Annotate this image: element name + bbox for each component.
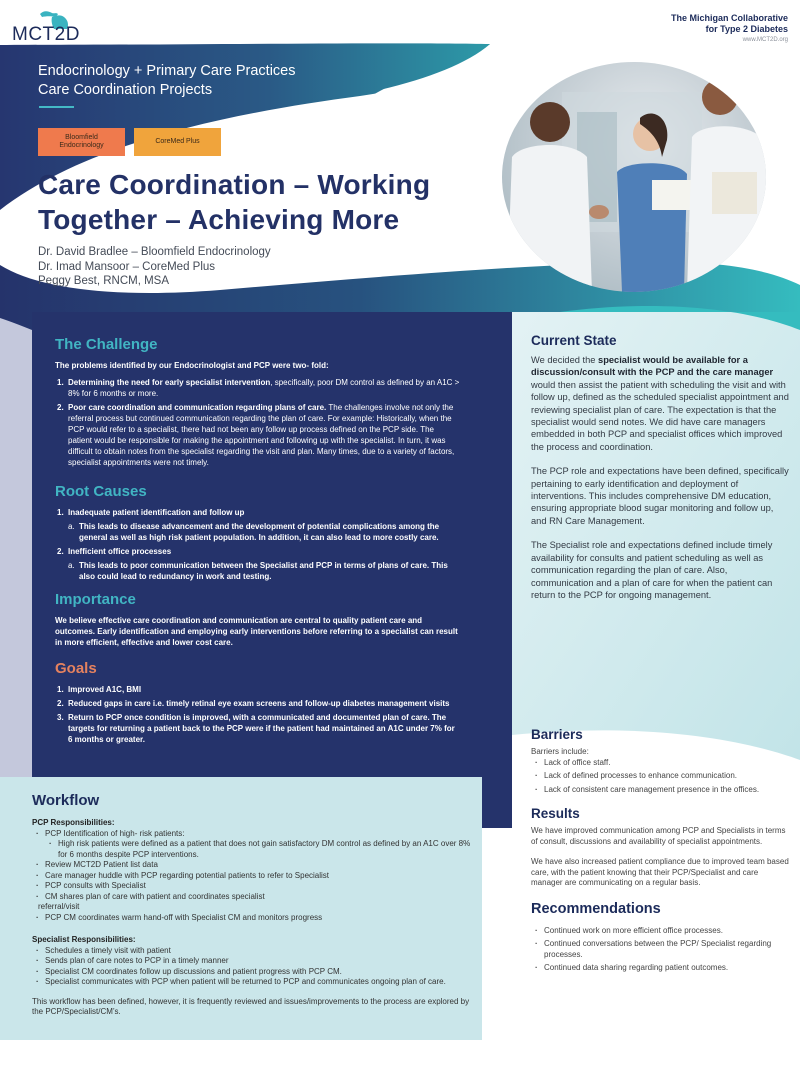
current-state-p3: The Specialist role and expectations defined include timely availability for consults and patient scheduling as well as communication regarding the plan of care. Also, communication and a plan of care for when the patient can return to the PCP for ongoing management. [531,540,773,600]
recommendations-heading: Recommendations [531,900,661,917]
author: Dr. David Bradlee – Bloomfield Endocrinology [38,246,271,258]
list-subitem: · High risk patients were defined as a patient that does not gain satisfactory DM control as defined by an A1C over 8% for 6 months despite PCP interventions. [32,839,472,860]
root-causes-section [55,483,460,582]
item-text: This leads to poor communication between the Specialist and PCP in terms of plans of care. This also could lead to redundancy in work and testing. [79,561,448,581]
specialist-responsibilities-heading: Specialist Responsibilities: [32,935,136,944]
barriers-intro: Barriers include: [531,747,589,756]
item-text: Return to PCP once condition is improved, with a communicated and documented plan of care. The targets for returning a patient back to the PCP were if the patient had maintained an A1C under 7% for 6 months or greater. [68,713,455,744]
results-p2: We have also increased patient compliance due to improved team based care, with the patient knowing that their PCP/Specialist and care manager are communicating on a regular basis. [531,857,789,887]
left-column-content [55,336,460,748]
organization-block [671,13,788,43]
challenge-intro: The problems identified by our Endocrinologist and PCP were two- fold: [55,361,329,370]
list-item: · CM shares plan of care with patient and coordinates specialist [32,892,472,903]
author: Dr. Imad Mansoor – CoreMed Plus [38,260,216,273]
item-bold: Inadequate patient identification and follow up [68,508,245,517]
pcp-responsibilities-heading: PCP Responsibilities: [32,818,115,827]
list-item: · Care manager huddle with PCP regarding potential patients to refer to Specialist [32,871,472,882]
workflow-section [32,792,472,1018]
list-item: · Continued data sharing regarding patient outcomes. [531,963,789,974]
list-item: · Lack of defined processes to enhance communication. [531,771,789,782]
tag-label-line2: Endocrinology [59,142,104,149]
list-item: · Review MCT2D Patient list data [32,860,472,871]
item-number: 1. [57,508,64,517]
item-bold: Inefficient office processes [68,547,172,556]
item-number: 2. [57,403,64,412]
item-number: 2. [57,547,64,556]
recommendations-section [531,901,789,974]
subtitle-line2: Care Coordination Projects [38,81,213,98]
right-lower-column [531,727,789,977]
item-text: Reduced gaps in care i.e. timely retinal eye exam screens and follow-up diabetes management visits [68,699,450,708]
recommendations-list [531,926,789,974]
list-item-continuation: referral/visit [38,902,80,911]
title-line1: Care Coordination – Working [38,169,431,200]
tag-label-line1: Bloomfield [65,133,98,141]
item-number: a. [68,522,75,531]
authors-list [38,245,271,289]
importance-text: We believe effective care coordination and communication are central to quality patient care and outcomes. Early identification and employing early interventions before referring to a specialist can result in more efficient, effective and lower cost care. [55,616,458,647]
challenge-heading: The Challenge [55,336,158,353]
current-state-p1 [531,354,789,453]
challenge-item [55,402,460,468]
results-p1: We have improved communication among PCP and Specialists in terms of consult, discussions and availability of specialist appointments. [531,826,786,846]
workflow-heading: Workflow [32,792,100,809]
list-item: · PCP CM coordinates warm hand-off with Specialist CM and monitors progress [32,913,472,924]
list-item: · Continued work on more efficient office processes. [531,926,789,937]
root-causes-heading: Root Causes [55,483,147,500]
item-number: 2. [57,699,64,708]
list-item: · Specialist communicates with PCP when patient will be returned to PCP and communicates ongoing plan of care. [32,977,472,988]
root-cause-item [55,546,460,557]
item-text: The challenges involve not only the referral process but continued communication regarding the plan of care. For example: Historically, when the PCP would refer to a specialist, there had not been any follow up process defined on the PCP side. The patient would be responsible for making the appointment and following up with the specialist. In turn, it was difficult to obtain notes from the specialist regarding the visit and plan. Many times, due to a variety of factors, specialist appointments were not timely. [68,403,455,467]
logo-text: MCT2D [12,24,80,45]
subtitle-divider [39,106,74,108]
specialist-responsibilities-list [32,946,472,988]
pcp-responsibilities-list [32,829,472,924]
importance-section [55,591,460,648]
tag-label: CoreMed Plus [155,137,200,145]
list-item: · Lack of office staff. [531,758,789,769]
goals-section [55,660,460,745]
challenge-item [55,377,460,399]
text: would then assist the patient with scheduling the visit and with follow up, defined as the scheduled specialist appointment and reviewing specialist plan of care. The expectation is that the specialist would send notes. We did have care managers embedded in both PCP and specialist offices which improved the process and coordination. [531,379,789,452]
list-item: · Continued conversations between the PCP/ Specialist regarding processes. [531,939,789,960]
results-heading: Results [531,806,580,821]
challenge-list [55,377,460,468]
tag-coremed-plus [134,128,221,156]
item-number: 1. [57,685,64,694]
root-cause-subitem [55,521,460,543]
org-name-line1: The Michigan Collaborative [670,13,788,23]
current-state-p2: The PCP role and expectations have been defined, specifically pertaining to early identification and deployment of interventions. This includes comprehensive DM education, ensuring appropriate blood sugar monitoring and follow up, and RN Care Management. [531,466,789,526]
goal-item [55,712,460,745]
list-item: · Lack of consistent care management presence in the offices. [531,785,789,796]
barriers-section [531,727,789,795]
practice-tags [38,128,221,156]
org-url[interactable]: www.MCT2D.org [742,37,788,43]
clinicians-photo [502,62,766,292]
list-item: · Specialist CM coordinates follow up discussions and patient progress with PCP CM. [32,967,472,978]
root-cause-subitem [55,560,460,582]
poster-title [38,167,430,237]
item-bold: Poor care coordination and communication regarding plans of care. [68,403,327,412]
list-item: · Sends plan of care notes to PCP in a timely manner [32,956,472,967]
current-state-section [531,333,789,601]
list-item: · PCP consults with Specialist [32,881,472,892]
importance-heading: Importance [55,591,136,608]
goals-list [55,684,460,745]
item-bold: Determining the need for early specialist intervention [68,378,271,387]
item-number: 1. [57,378,64,387]
item-text: This leads to disease advancement and the development of potential complications among the general as well as high risk patient population. In addition, it can also lead to more costly care. [79,522,440,542]
tag-bloomfield-endocrinology [38,128,125,156]
barriers-heading: Barriers [531,727,583,742]
title-line2: Together – Achieving More [38,204,400,235]
root-causes-list [55,507,460,582]
photo-illustration [502,62,766,292]
author: Peggy Best, RNCM, MSA [38,275,170,287]
org-name-line2: for Type 2 Diabetes [705,24,788,34]
root-cause-item [55,507,460,518]
list-item: · PCP Identification of high- risk patients: [32,829,472,840]
text: We decided the [531,355,599,365]
list-item: · Schedules a timely visit with patient [32,946,472,957]
subtitle-line1: Endocrinology + Primary Care Practices [38,63,296,79]
item-text: , specifically, poor DM control as defined by an A1C > 8% for 6 months or more. [68,378,460,398]
workflow-note: This workflow has been defined, however, it is frequently reviewed and issues/improvements to the process are explored by the PCP/Specialist/CM’s. [32,996,470,1016]
item-number: a. [68,561,75,570]
item-number: 3. [57,713,64,722]
results-section [531,806,789,889]
barriers-list [531,758,789,796]
bold-text: specialist would be available for a discussion/consult with the PCP and the care manager [531,355,774,378]
item-text: Improved A1C, BMI [68,685,142,694]
goal-item [55,698,460,709]
poster-subtitle [38,62,295,99]
mct2d-logo [10,8,90,45]
current-state-heading: Current State [531,333,617,348]
challenge-section [55,336,460,468]
goals-heading: Goals [55,660,97,677]
goal-item [55,684,460,695]
